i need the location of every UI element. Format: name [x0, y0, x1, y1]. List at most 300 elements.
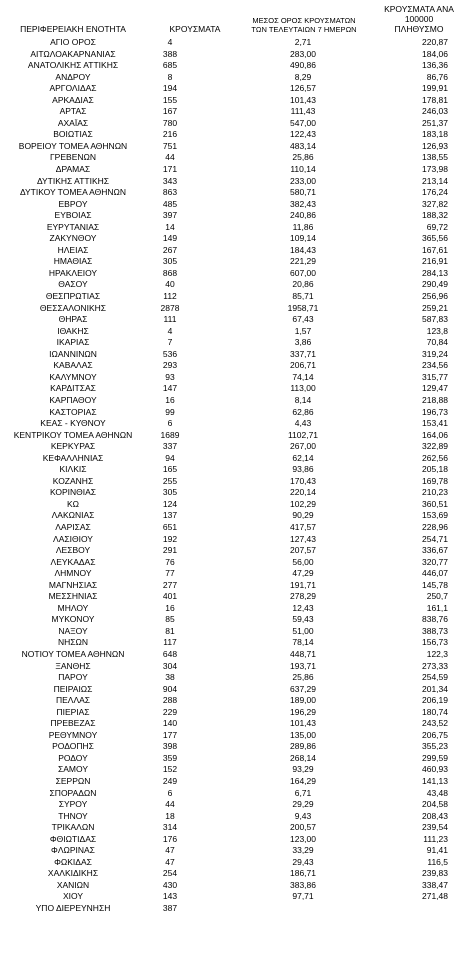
cell-average: 78,14: [292, 637, 314, 648]
table-row: [0, 129, 471, 141]
cell-per-100k: 70,84: [426, 337, 448, 348]
cell-average: 6,71: [294, 787, 312, 798]
cell-per-100k: 446,07: [422, 568, 448, 579]
cell-region: ΜΗΛΟΥ: [57, 602, 89, 613]
cell-cases: 868: [162, 267, 178, 278]
cell-per-100k: 355,23: [422, 741, 448, 752]
cell-cases: 124: [162, 498, 178, 509]
cell-region: ΑΙΤΩΛΟΑΚΑΡΝΑΝΙΑΣ: [30, 48, 116, 59]
cell-cases: 255: [162, 475, 178, 486]
table-row: [0, 210, 471, 222]
cell-per-100k: 213,14: [422, 175, 448, 186]
cell-cases: 40: [165, 279, 175, 290]
cell-average: 184,43: [290, 244, 316, 255]
header-per-100k-label: [370, 4, 468, 34]
table-row: [0, 707, 471, 719]
cell-average: 337,71: [290, 348, 316, 359]
table-row: [0, 430, 471, 442]
table-row: [0, 326, 471, 338]
table-row: [0, 672, 471, 684]
table-row: [0, 233, 471, 245]
cell-average: 283,00: [290, 48, 316, 59]
cell-cases: 430: [162, 879, 178, 890]
cell-average: 93,86: [292, 464, 314, 475]
cell-per-100k: 86,76: [426, 71, 448, 82]
cell-region: ΙΚΑΡΙΑΣ: [56, 337, 90, 348]
cell-cases: 648: [162, 648, 178, 659]
cell-per-100k: 201,34: [422, 683, 448, 694]
table-row: [0, 453, 471, 465]
cell-cases: 401: [162, 591, 178, 602]
cell-per-100k: 69,72: [426, 221, 448, 232]
cell-average: 637,29: [290, 683, 316, 694]
cell-average: 11,86: [292, 221, 314, 232]
cell-per-100k: 153,69: [422, 510, 448, 521]
cell-average: 101,43: [290, 718, 316, 729]
cell-average: 417,57: [290, 521, 316, 532]
cell-per-100k: 254,59: [422, 672, 448, 683]
cell-average: 206,71: [290, 360, 316, 371]
cell-region: ΚΩ: [66, 498, 80, 509]
table-row: [0, 499, 471, 511]
cell-region: ΦΘΙΩΤΙΔΑΣ: [49, 833, 97, 844]
cell-average: 490,86: [290, 60, 316, 71]
cell-region: ΧΑΛΚΙΔΙΚΗΣ: [47, 868, 99, 879]
table-row: [0, 684, 471, 696]
table-row: [0, 407, 471, 419]
cell-per-100k: 169,78: [422, 475, 448, 486]
cell-region: ΠΙΕΡΙΑΣ: [56, 706, 90, 717]
table-row: [0, 187, 471, 199]
cell-average: 102,29: [290, 498, 316, 509]
cell-per-100k: 184,06: [422, 48, 448, 59]
cell-region: ΛΑΡΙΣΑΣ: [55, 521, 91, 532]
table-row: [0, 152, 471, 164]
cell-cases: 291: [162, 545, 178, 556]
cell-average: 110,14: [290, 164, 316, 175]
cell-average: 29,29: [292, 799, 314, 810]
cell-per-100k: 273,33: [422, 660, 448, 671]
cell-cases: 288: [162, 695, 178, 706]
header-region: [4, 8, 142, 34]
table-row: [0, 268, 471, 280]
cell-region: ΠΕΙΡΑΙΩΣ: [53, 683, 93, 694]
table-row: [0, 868, 471, 880]
cell-cases: 77: [165, 568, 175, 579]
header-average-label: [251, 16, 356, 34]
cell-cases: 359: [162, 752, 178, 763]
cell-average: 51,00: [292, 625, 314, 636]
header-average: [246, 8, 362, 34]
cell-region: ΒΟΡΕΙΟΥ ΤΟΜΕΑ ΑΘΗΝΩΝ: [18, 140, 128, 151]
cell-cases: 16: [165, 602, 175, 613]
cell-average: 289,86: [290, 741, 316, 752]
cell-average: 196,29: [290, 706, 316, 717]
cell-per-100k: 338,47: [422, 879, 448, 890]
cell-region: ΤΗΝΟΥ: [58, 810, 88, 821]
cell-average: 220,14: [290, 487, 316, 498]
cell-region: ΕΥΒΟΙΑΣ: [54, 210, 92, 221]
cell-per-100k: 254,71: [422, 533, 448, 544]
table-row: [0, 591, 471, 603]
cell-cases: 47: [165, 845, 175, 856]
cell-cases: 38: [165, 672, 175, 683]
cell-cases: 76: [165, 556, 175, 567]
cell-region: ΑΡΚΑΔΙΑΣ: [52, 94, 94, 105]
table-row: [0, 464, 471, 476]
cell-region: ΣΠΟΡΑΔΩΝ: [49, 787, 97, 798]
cell-average: 126,57: [290, 83, 316, 94]
cell-average: 33,29: [292, 845, 314, 856]
cell-cases: 7: [167, 337, 173, 348]
table-row: [0, 557, 471, 569]
cell-region: ΞΑΝΘΗΣ: [55, 660, 91, 671]
cell-region: ΤΡΙΚΑΛΩΝ: [51, 822, 95, 833]
cell-average: 268,14: [290, 752, 316, 763]
table-row: [0, 788, 471, 800]
cell-per-100k: 262,56: [422, 452, 448, 463]
cell-per-100k: 271,48: [422, 891, 448, 902]
cell-per-100k: 122,3: [426, 648, 448, 659]
cell-cases: 81: [165, 625, 175, 636]
table-row: [0, 845, 471, 857]
cell-per-100k: 183,18: [422, 129, 448, 140]
cell-per-100k: 250,7: [426, 591, 448, 602]
cell-average: 123,00: [290, 833, 316, 844]
cell-cases: 1689: [160, 429, 180, 440]
cell-per-100k: 587,83: [422, 314, 448, 325]
cell-average: 1958,71: [287, 302, 319, 313]
cell-cases: 305: [162, 487, 178, 498]
table-row: [0, 314, 471, 326]
cell-cases: 155: [162, 94, 178, 105]
cell-region: ΥΠΟ ΔΙΕΡΕΥΝΗΣΗ: [35, 903, 111, 914]
cell-average: 101,43: [290, 94, 316, 105]
cell-region: ΔΡΑΜΑΣ: [55, 164, 91, 175]
table-row: [0, 476, 471, 488]
cell-cases: 14: [165, 221, 175, 232]
cell-cases: 140: [162, 718, 178, 729]
cell-per-100k: 205,18: [422, 464, 448, 475]
cell-per-100k: 116,5: [427, 856, 448, 867]
cell-cases: 314: [162, 822, 178, 833]
cell-per-100k: 138,55: [422, 152, 448, 163]
cell-region: ΦΛΩΡΙΝΑΣ: [51, 845, 95, 856]
cell-average: 62,86: [292, 406, 314, 417]
cell-region: ΑΧΑΪΑΣ: [57, 117, 89, 128]
table-row: [0, 95, 471, 107]
cell-per-100k: 838,76: [422, 614, 448, 625]
table-row: [0, 199, 471, 211]
cell-region: ΚΑΣΤΟΡΙΑΣ: [49, 406, 97, 417]
cell-region: ΑΝΔΡΟΥ: [55, 71, 91, 82]
cell-average: 233,00: [290, 175, 316, 186]
cell-cases: 16: [165, 394, 175, 405]
table-row: [0, 349, 471, 361]
table-row: [0, 337, 471, 349]
cell-cases: 94: [165, 452, 175, 463]
cell-average: 85,71: [292, 291, 314, 302]
cell-region: ΜΕΣΣΗΝΙΑΣ: [48, 591, 98, 602]
cell-average: 59,43: [292, 614, 314, 625]
cell-region: ΛΕΣΒΟΥ: [55, 545, 91, 556]
cell-average: 547,00: [290, 117, 316, 128]
header-average-line2: ΤΩΝ ΤΕΛΕΥΤΑΙΩΝ 7 ΗΜΕΡΩΝ: [251, 25, 357, 34]
table-row: [0, 614, 471, 626]
cell-per-100k: 188,32: [422, 210, 448, 221]
cell-per-100k: 199,91: [422, 83, 448, 94]
cell-per-100k: 208,43: [422, 810, 448, 821]
cell-per-100k: 246,03: [422, 106, 448, 117]
cell-region: ΡΕΘΥΜΝΟΥ: [48, 729, 98, 740]
cell-average: 200,57: [290, 822, 316, 833]
cell-region: ΚΕΑΣ - ΚΥΘΝΟΥ: [40, 418, 106, 429]
cell-cases: 171: [162, 164, 178, 175]
cell-region: ΦΩΚΙΔΑΣ: [54, 856, 92, 867]
header-per-100k-line2: ΠΛΗΘΥΣΜΟ: [394, 24, 444, 34]
cell-per-100k: 460,93: [422, 764, 448, 775]
header-region-label: ΠΕΡΙΦΕΡΕΙΑΚΗ ΕΝΟΤΗΤΑ: [20, 24, 126, 34]
cell-average: 113,00: [290, 383, 316, 394]
cell-per-100k: 161,1: [426, 602, 448, 613]
table-row: [0, 718, 471, 730]
cell-per-100k: 145,78: [422, 579, 448, 590]
table-row: [0, 637, 471, 649]
cell-region: ΑΝΑΤΟΛΙΚΗΣ ΑΤΤΙΚΗΣ: [27, 60, 119, 71]
cell-average: 2,71: [294, 37, 312, 47]
header-per-100k: [370, 4, 468, 34]
table-row: [0, 164, 471, 176]
cell-per-100k: 239,54: [422, 822, 448, 833]
cell-per-100k: 156,73: [422, 637, 448, 648]
cell-cases: 85: [165, 614, 175, 625]
cell-region: ΠΡΕΒΕΖΑΣ: [50, 718, 96, 729]
cell-cases: 194: [162, 83, 178, 94]
table-row: [0, 891, 471, 903]
cell-per-100k: 178,81: [422, 94, 448, 105]
cell-average: 448,71: [290, 648, 316, 659]
cell-average: 170,43: [290, 475, 316, 486]
header-cases: [150, 8, 240, 34]
table-row: [0, 741, 471, 753]
cell-per-100k: 123,8: [426, 325, 448, 336]
cell-per-100k: 136,36: [422, 60, 448, 71]
cell-cases: 176: [162, 833, 178, 844]
cell-per-100k: 167,61: [422, 244, 448, 255]
cell-region: ΠΕΛΛΑΣ: [55, 695, 91, 706]
cell-average: 164,29: [290, 776, 316, 786]
cell-region: ΧΑΝΙΩΝ: [56, 879, 90, 890]
cell-cases: 388: [162, 48, 178, 59]
cell-cases: 177: [162, 729, 178, 740]
cell-region: ΚΑΒΑΛΑΣ: [53, 360, 93, 371]
cell-average: 8,29: [294, 71, 312, 82]
cell-per-100k: 126,93: [422, 140, 448, 151]
cell-cases: 254: [162, 868, 178, 879]
cell-cases: 18: [165, 810, 175, 821]
cell-region: ΑΡΓΟΛΙΔΑΣ: [49, 83, 97, 94]
cell-cases: 267: [162, 244, 178, 255]
table-row: [0, 245, 471, 257]
table-row: [0, 72, 471, 84]
cell-region: ΗΜΑΘΙΑΣ: [53, 256, 93, 267]
cell-region: ΝΟΤΙΟΥ ΤΟΜΕΑ ΑΘΗΝΩΝ: [21, 648, 125, 659]
cell-average: 607,00: [290, 267, 316, 278]
table-row: [0, 880, 471, 892]
cell-average: 383,86: [290, 879, 316, 890]
cell-cases: 167: [162, 106, 178, 117]
cell-average: 3,86: [294, 337, 312, 348]
cell-average: 191,71: [290, 579, 316, 590]
table-row: [0, 441, 471, 453]
cell-cases: 398: [162, 741, 178, 752]
cell-cases: 4: [167, 325, 173, 336]
table-row: [0, 545, 471, 557]
cell-average: 56,00: [292, 556, 314, 567]
cell-average: 483,14: [290, 140, 316, 151]
cell-per-100k: 284,13: [422, 267, 448, 278]
cell-cases: 216: [162, 129, 178, 140]
table-row: [0, 118, 471, 130]
cell-per-100k: 256,96: [422, 291, 448, 302]
table-row: [0, 822, 471, 834]
cell-per-100k: 320,77: [422, 556, 448, 567]
table-row: [0, 222, 471, 234]
cell-per-100k: 180,74: [422, 706, 448, 717]
cell-cases: 6: [167, 418, 173, 429]
table-row: [0, 764, 471, 776]
cell-region: ΘΗΡΑΣ: [58, 314, 88, 325]
cell-cases: 112: [163, 291, 177, 302]
cell-cases: 249: [162, 776, 178, 786]
cell-per-100k: 365,56: [422, 233, 448, 244]
cell-per-100k: 141,13: [422, 776, 448, 786]
cell-region: ΘΕΣΣΑΛΟΝΙΚΗΣ: [39, 302, 107, 313]
cell-cases: 2878: [160, 302, 180, 313]
cell-average: 207,57: [290, 545, 316, 556]
cell-per-100k: 91,41: [426, 845, 448, 856]
table-row: [0, 360, 471, 372]
cell-average: 111,43: [290, 106, 316, 117]
cell-cases: 149: [162, 233, 178, 244]
cell-average: 9,43: [294, 810, 312, 821]
header-per-100k-line1: ΚΡΟΥΣΜΑΤΑ ΑΝΑ 100000: [384, 4, 454, 24]
cell-per-100k: 228,96: [422, 521, 448, 532]
cell-region: ΣΕΡΡΩΝ: [55, 776, 91, 786]
cell-cases: 304: [162, 660, 178, 671]
cell-average: 122,43: [290, 129, 316, 140]
cell-region: ΗΡΑΚΛΕΙΟΥ: [48, 267, 98, 278]
cell-cases: 47: [165, 856, 175, 867]
cell-cases: 651: [162, 521, 178, 532]
header-average-line1: ΜΕΣΟΣ ΟΡΟΣ ΚΡΟΥΣΜΑΤΩΝ: [252, 16, 356, 25]
cell-cases: 8: [167, 71, 173, 82]
cell-per-100k: 206,19: [422, 695, 448, 706]
cell-region: ΝΗΣΩΝ: [57, 637, 89, 648]
cell-cases: 137: [162, 510, 178, 521]
cell-average: 25,86: [292, 672, 314, 683]
table-row: [0, 603, 471, 615]
cell-cases: 192: [162, 533, 178, 544]
cell-per-100k: 388,73: [422, 625, 448, 636]
cell-region: ΚΑΡΔΙΤΣΑΣ: [50, 383, 96, 394]
cell-per-100k: 173,98: [422, 164, 448, 175]
table-row: [0, 661, 471, 673]
cell-per-100k: 336,67: [422, 545, 448, 556]
cell-region: ΝΑΞΟΥ: [58, 625, 88, 636]
table-row: [0, 418, 471, 430]
cell-cases: 343: [162, 175, 178, 186]
cell-region: ΧΙΟΥ: [62, 891, 84, 902]
cell-average: 1102,71: [287, 429, 319, 440]
cell-average: 25,86: [292, 152, 314, 163]
cell-average: 135,00: [290, 729, 316, 740]
table-row: [0, 799, 471, 811]
cell-region: ΚΕΡΚΥΡΑΣ: [50, 441, 96, 452]
cell-cases: 751: [162, 140, 178, 151]
table-row: [0, 510, 471, 522]
cell-cases: 337: [162, 441, 178, 452]
cell-average: 93,29: [292, 764, 314, 775]
cell-region: ΜΥΚΟΝΟΥ: [51, 614, 95, 625]
cell-region: ΑΓΙΟ ΟΡΟΣ: [50, 37, 96, 47]
table-row: [0, 106, 471, 118]
cell-cases: 4: [167, 37, 173, 47]
cell-average: 382,43: [290, 198, 316, 209]
cell-average: 1,57: [294, 325, 312, 336]
table-row: [0, 903, 471, 915]
cell-average: 62,14: [292, 452, 314, 463]
cell-average: 29,43: [292, 856, 314, 867]
cell-average: 20,86: [292, 279, 314, 290]
table-row: [0, 522, 471, 534]
cell-per-100k: 111,23: [423, 833, 448, 844]
cell-region: ΑΡΤΑΣ: [59, 106, 87, 117]
cell-cases: 229: [162, 706, 178, 717]
table-row: [0, 372, 471, 384]
cell-average: 67,43: [292, 314, 314, 325]
cell-average: 47,29: [292, 568, 314, 579]
table-row: [0, 291, 471, 303]
table-row: [0, 83, 471, 95]
cell-cases: 147: [162, 383, 178, 394]
cell-cases: 685: [162, 60, 178, 71]
cell-per-100k: 204,58: [422, 799, 448, 810]
cell-per-100k: 43,48: [426, 787, 448, 798]
cell-average: 109,14: [290, 233, 316, 244]
cell-per-100k: 239,83: [422, 868, 448, 879]
cell-region: ΚΑΛΥΜΝΟΥ: [49, 371, 97, 382]
cell-region: ΚΕΦΑΛΛΗΝΙΑΣ: [42, 452, 104, 463]
table-row: [0, 383, 471, 395]
cell-average: 186,71: [290, 868, 316, 879]
table-row: [0, 256, 471, 268]
table-row: [0, 730, 471, 742]
cell-region: ΓΡΕΒΕΝΩΝ: [50, 152, 96, 163]
cell-region: ΘΕΣΠΡΩΤΙΑΣ: [45, 291, 101, 302]
cell-region: ΚΑΡΠΑΘΟΥ: [49, 394, 97, 405]
cell-per-100k: 218,88: [422, 394, 448, 405]
table-row: [0, 141, 471, 153]
cell-cases: 117: [163, 637, 177, 648]
cell-region: ΣΑΜΟΥ: [57, 764, 88, 775]
cell-region: ΗΛΕΙΑΣ: [57, 244, 89, 255]
table-row: [0, 776, 471, 788]
cell-cases: 111: [163, 314, 177, 325]
cell-cases: 904: [162, 683, 178, 694]
cell-cases: 293: [162, 360, 178, 371]
cell-average: 189,00: [290, 695, 316, 706]
